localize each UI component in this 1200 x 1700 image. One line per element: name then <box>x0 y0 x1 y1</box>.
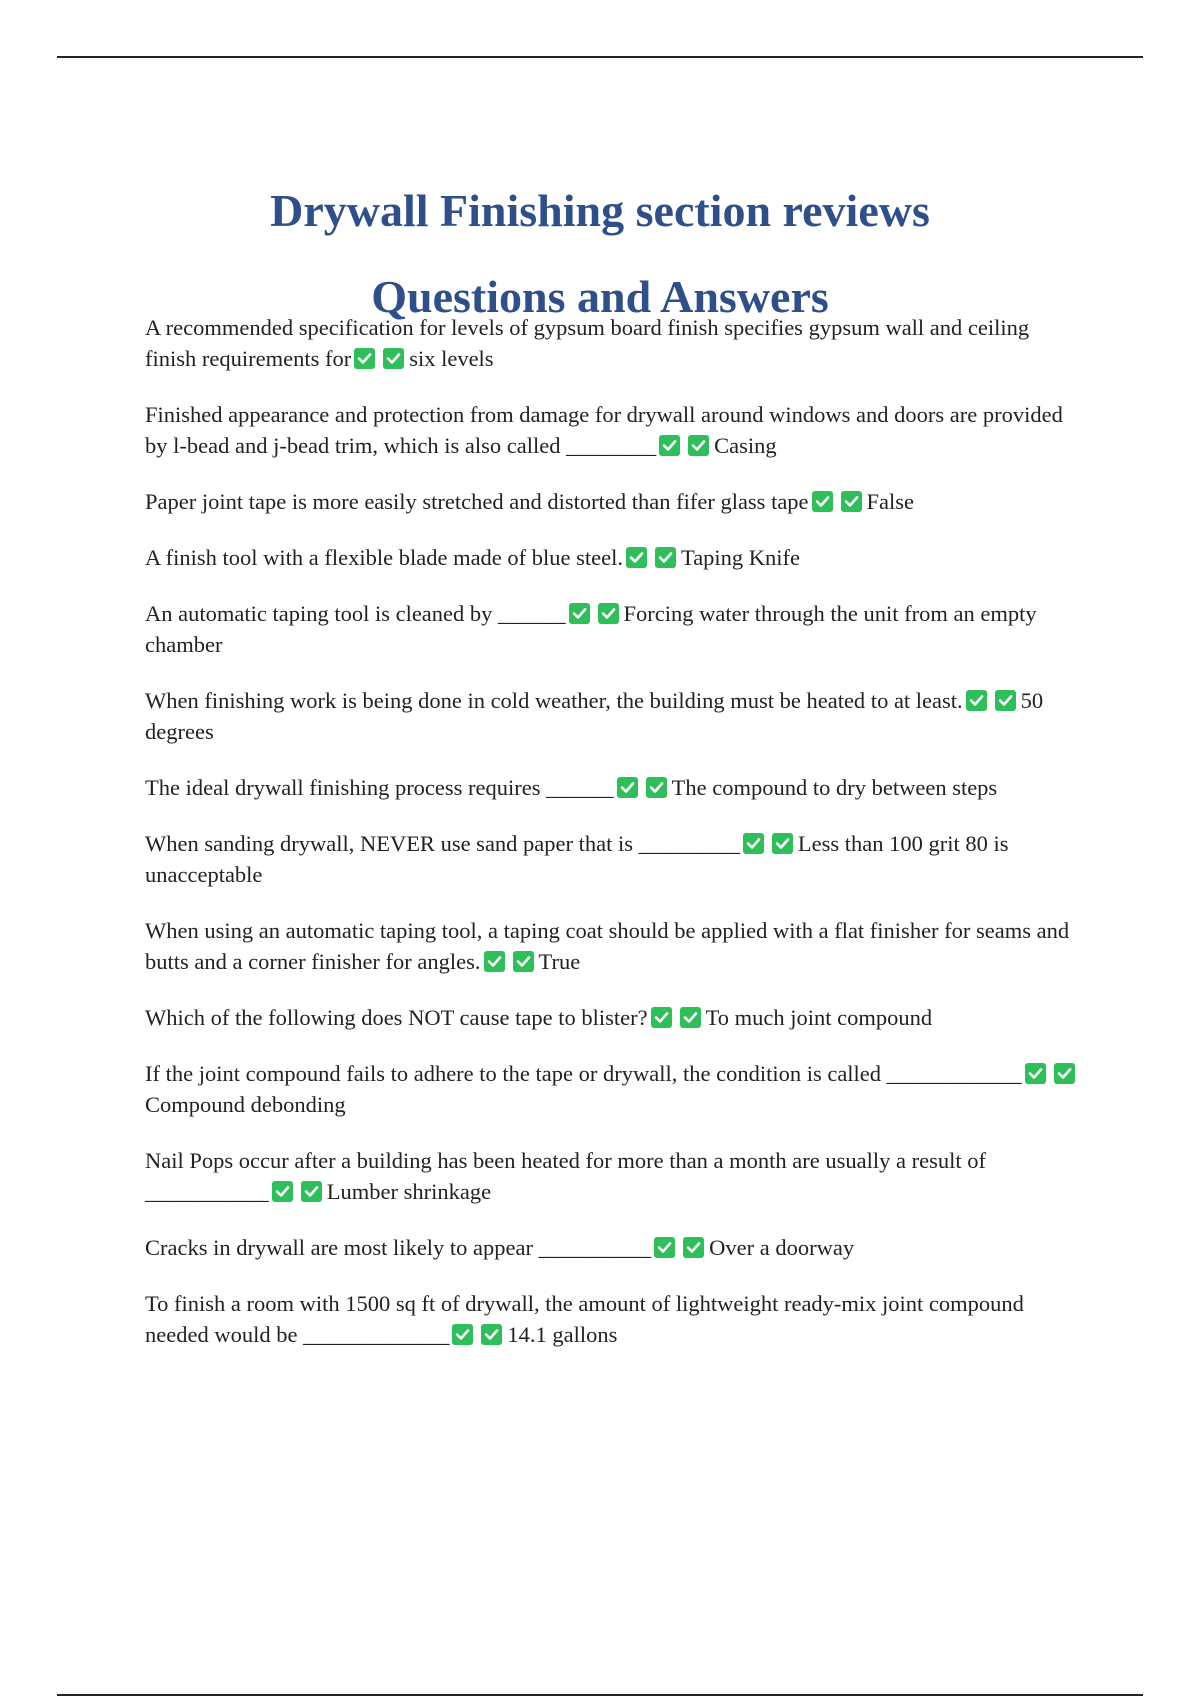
checkmark-icon <box>680 1007 701 1028</box>
question-text: A finish tool with a flexible blade made of blue steel. <box>145 545 624 570</box>
checkmark-icon <box>484 951 505 972</box>
answer-text: Over a doorway <box>709 1235 855 1260</box>
answer-text: Taping Knife <box>681 545 801 570</box>
checkmark-icon <box>481 1324 502 1345</box>
qa-item <box>145 312 1085 374</box>
question-text: Finished appearance and protection from damage for drywall around windows and doors are provided by l-bead and j-bead trim, which is also called ________ <box>145 402 1063 458</box>
qa-item <box>145 1232 1085 1263</box>
checkmark-icon <box>272 1181 293 1202</box>
checkmark-icon <box>841 491 862 512</box>
answer-text: 50 degrees <box>145 688 1044 744</box>
checkmark-icon <box>743 833 764 854</box>
answer-text: The compound to dry between steps <box>671 775 998 800</box>
question-text: When using an automatic taping tool, a taping coat should be applied with a flat finisher for seams and butts and a corner finisher for angles. <box>145 918 1070 974</box>
checkmark-icon <box>513 951 534 972</box>
checkmark-icon <box>646 777 667 798</box>
top-rule <box>57 56 1143 58</box>
qa-item <box>145 598 1085 660</box>
question-text: An automatic taping tool is cleaned by ______ <box>145 601 566 626</box>
checkmark-icon <box>772 833 793 854</box>
checkmark-icon <box>966 690 987 711</box>
qa-item <box>145 685 1085 747</box>
checkmark-icon <box>683 1237 704 1258</box>
checkmark-icon <box>626 547 647 568</box>
qa-item <box>145 1002 1085 1033</box>
qa-item <box>145 542 1085 573</box>
checkmark-icon <box>995 690 1016 711</box>
checkmark-icon <box>688 435 709 456</box>
question-text: To finish a room with 1500 sq ft of drywall, the amount of lightweight ready-mix joint compound needed would be _____________ <box>145 1291 1024 1347</box>
checkmark-icon <box>383 348 404 369</box>
answer-text: six levels <box>409 346 494 371</box>
bottom-rule <box>57 1694 1143 1696</box>
answer-text: To much joint compound <box>705 1005 933 1030</box>
qa-item <box>145 1058 1085 1120</box>
answer-text: Lumber shrinkage <box>326 1179 492 1204</box>
answer-text: Less than 100 grit 80 is unacceptable <box>145 831 1009 887</box>
qa-item <box>145 915 1085 977</box>
title-line-2: Questions and Answers <box>371 271 829 322</box>
checkmark-icon <box>655 547 676 568</box>
question-text: If the joint compound fails to adhere to the tape or drywall, the condition is called ____________ <box>145 1061 1022 1086</box>
question-text: Which of the following does NOT cause tape to blister? <box>145 1005 648 1030</box>
checkmark-icon <box>812 491 833 512</box>
checkmark-icon <box>651 1007 672 1028</box>
question-text: A recommended specification for levels of gypsum board finish specifies gypsum wall and ceiling finish requirements for <box>145 315 1030 371</box>
question-text: Nail Pops occur after a building has been heated for more than a month are usually a result of ___________ <box>145 1148 986 1204</box>
answer-text: Compound debonding <box>145 1092 346 1117</box>
answer-text: Forcing water through the unit from an empty chamber <box>145 601 1037 657</box>
qa-list <box>145 312 1085 1375</box>
checkmark-icon <box>1025 1063 1046 1084</box>
qa-item <box>145 399 1085 461</box>
qa-item <box>145 1288 1085 1350</box>
checkmark-icon <box>569 603 590 624</box>
qa-item <box>145 1145 1085 1207</box>
answer-text: True <box>538 949 581 974</box>
answer-text: False <box>866 489 915 514</box>
question-text: When finishing work is being done in cold weather, the building must be heated to at least. <box>145 688 963 713</box>
checkmark-icon <box>1054 1063 1075 1084</box>
question-text: Cracks in drywall are most likely to appear __________ <box>145 1235 652 1260</box>
question-text: When sanding drywall, NEVER use sand paper that is _________ <box>145 831 740 856</box>
qa-item <box>145 772 1085 803</box>
answer-text: Casing <box>714 433 777 458</box>
answer-text: 14.1 gallons <box>507 1322 618 1347</box>
title-line-1: Drywall Finishing section reviews <box>270 185 930 236</box>
checkmark-icon <box>654 1237 675 1258</box>
checkmark-icon <box>659 435 680 456</box>
checkmark-icon <box>301 1181 322 1202</box>
question-text: The ideal drywall finishing process requires ______ <box>145 775 614 800</box>
checkmark-icon <box>617 777 638 798</box>
qa-item <box>145 486 1085 517</box>
checkmark-icon <box>598 603 619 624</box>
checkmark-icon <box>452 1324 473 1345</box>
qa-item <box>145 828 1085 890</box>
question-text: Paper joint tape is more easily stretched and distorted than fifer glass tape <box>145 489 809 514</box>
checkmark-icon <box>354 348 375 369</box>
